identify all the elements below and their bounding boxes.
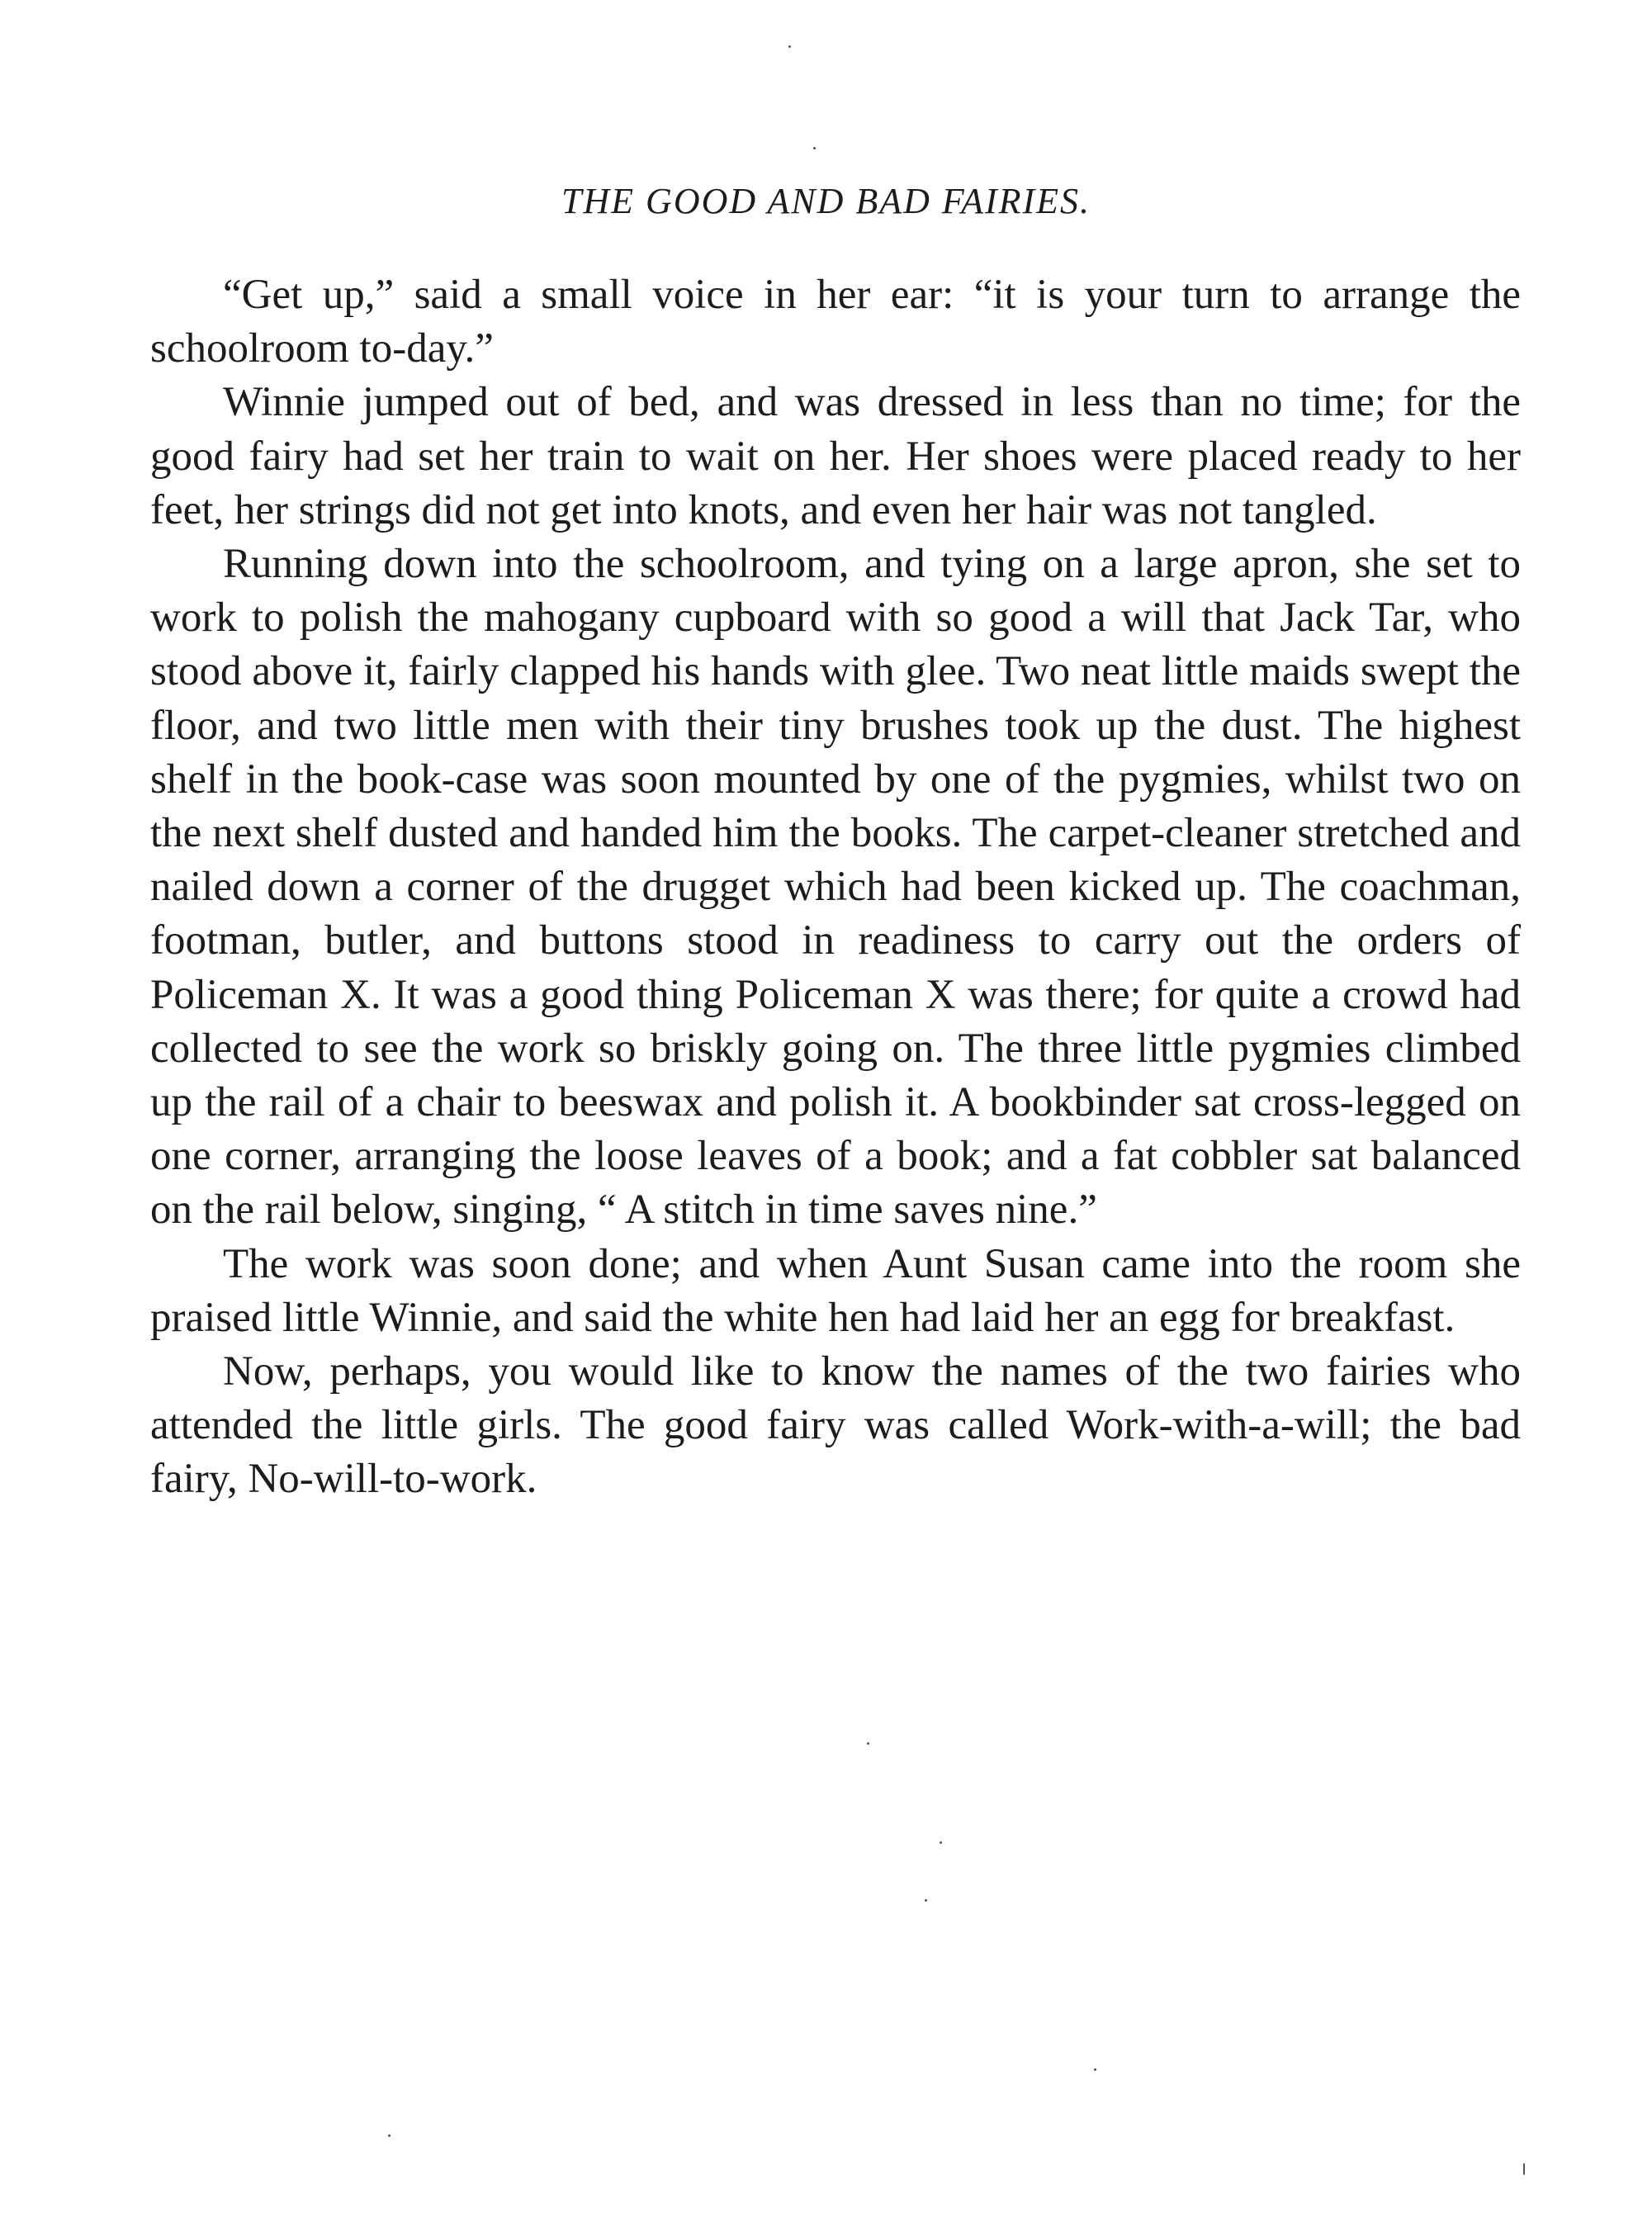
paper-speck bbox=[1523, 2163, 1525, 2175]
paper-speck bbox=[867, 1742, 869, 1745]
paper-speck bbox=[1094, 2068, 1096, 2071]
paper-speck bbox=[940, 1841, 942, 1844]
paper-speck bbox=[813, 147, 816, 149]
paragraph: The work was soon done; and when Aunt Susan came into the room she praised little Winnie, and said the white hen had laid her an egg for breakfast. bbox=[150, 1240, 1521, 1341]
paper-speck bbox=[788, 45, 791, 48]
body-text bbox=[150, 268, 1521, 1507]
paper-speck bbox=[925, 1899, 927, 1902]
paragraph: Winnie jumped out of bed, and was dressed in less than no time; for the good fairy had set her train to wait on her. Her shoes were placed ready to her feet, her strings did not get into knots, and even her hair was not tangled. bbox=[150, 379, 1521, 533]
paragraph: Running down into the schoolroom, and tying on a large apron, she set to work to polish the mahogany cupboard with so good a will that Jack Tar, who stood above it, fairly clapped his hands with glee. Two neat little maids swept the floor, and two little men with their tiny brushes took up the dust. The highest shelf in the book-case was soon mounted by one of the pygmies, whilst two on the next shelf dusted and handed him the books. The carpet-cleaner stretched and nailed down a corner of the drugget which had been kicked up. The coachman, footman, butler, and buttons stood in readiness to carry out the orders of Policeman X. It was a good thing Policeman X was there; for quite a crowd had collected to see the work so briskly going on. The three little pygmies climbed up the rail of a chair to beeswax and polish it. A bookbinder sat cross-legged on one corner, arranging the loose leaves of a book; and a fat cobbler sat balanced on the rail below, singing, “ A stitch in time saves nine.” bbox=[150, 541, 1521, 1234]
paper-speck bbox=[388, 2134, 391, 2137]
paragraph: “Get up,” said a small voice in her ear: “it is your turn to arrange the schoolroom to-day.” bbox=[150, 272, 1521, 372]
running-head: THE GOOD AND BAD FAIRIES. bbox=[561, 181, 1091, 221]
paragraph: Now, perhaps, you would like to know the names of the two fairies who attended the little girls. The good fairy was called Work-with-a-will; the bad fairy, No-will-to-work. bbox=[150, 1348, 1521, 1503]
